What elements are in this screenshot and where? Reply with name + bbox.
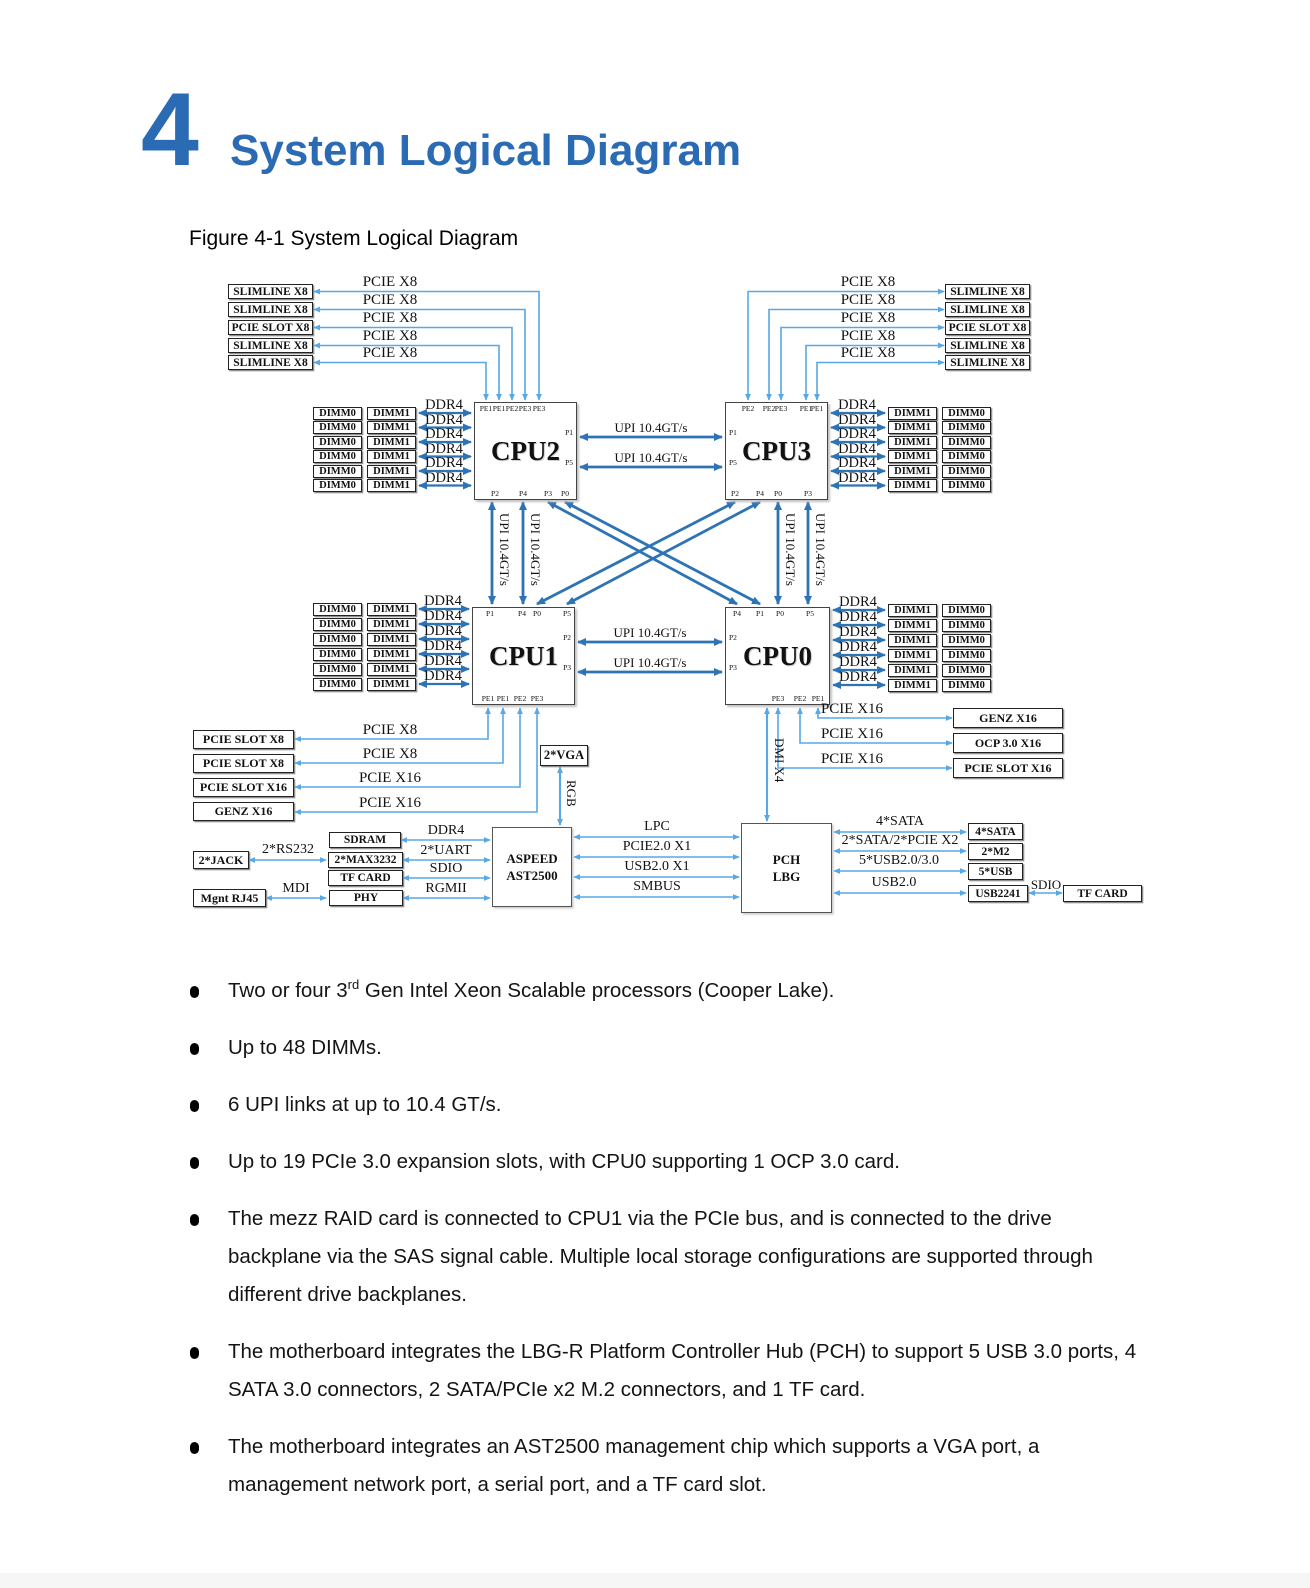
cpu-pin-label: P1	[756, 609, 764, 618]
cpu-name: CPU3	[742, 435, 811, 466]
ddr4-bus-label: DDR4	[425, 455, 463, 471]
dimm0-box: DIMM0	[942, 450, 991, 463]
dimm0-box: DIMM0	[942, 407, 991, 420]
bus-label: 5*USB2.0/3.0	[858, 853, 940, 868]
dimm1-box: DIMM1	[367, 450, 416, 463]
slot-box: SLIMLINE X8	[945, 302, 1030, 317]
ddr4-bus-label: DDR4	[424, 593, 462, 609]
dimm1-box: DIMM1	[888, 604, 937, 617]
dimm1-box: DIMM1	[888, 649, 937, 662]
upi-label: UPI 10.4GT/s	[497, 513, 512, 586]
upi-label: UPI 10.4GT/s	[613, 625, 687, 640]
bus-label: PCIE X8	[362, 722, 418, 738]
slot-box: SLIMLINE X8	[228, 338, 313, 353]
max3232-box: 2*MAX3232	[328, 852, 403, 868]
bullet-text: Two or four 3rd Gen Intel Xeon Scalable processors (Cooper Lake).	[228, 977, 835, 1002]
cpu-pin-label: PE2	[513, 694, 527, 703]
list-item	[190, 1086, 1138, 1124]
cpu-pin-label: PE1	[799, 404, 813, 413]
ddr4-bus-label: DDR4	[424, 608, 462, 624]
pch-name-line2: LBG	[772, 869, 801, 884]
figure-caption: Figure 4-1 System Logical Diagram	[189, 227, 519, 250]
cpu-pin-label: P4	[518, 609, 526, 618]
cpu2-block	[474, 402, 577, 500]
cpu-pin-label: P1	[565, 428, 573, 437]
dimm0-box: DIMM0	[313, 436, 362, 449]
upi-label: UPI 10.4GT/s	[614, 450, 688, 465]
cpu-name: CPU2	[491, 435, 560, 466]
bus-label: PCIE X8	[362, 292, 418, 308]
bus-label: PCIE X8	[362, 746, 418, 762]
slot-box: GENZ X16	[193, 802, 294, 821]
bullet-icon	[190, 1043, 199, 1055]
bus-label: DDR4	[427, 823, 465, 838]
ddr4-bus-label: DDR4	[838, 469, 876, 486]
dimm0-box: DIMM0	[313, 465, 362, 478]
slot-box: PCIE SLOT X16	[953, 758, 1063, 778]
cpu-pin-label: P2	[729, 633, 737, 642]
bus-label: PCIE X8	[840, 292, 896, 308]
cpu3-block	[725, 402, 828, 500]
bullet-icon	[190, 1442, 199, 1454]
dimm0-box: DIMM0	[942, 679, 991, 692]
dimm0-box: DIMM0	[313, 479, 362, 492]
bullet-icon	[190, 1157, 199, 1169]
bus-label: 2*UART	[420, 843, 472, 858]
sdram-box: SDRAM	[329, 832, 401, 848]
bullet-text: 6 UPI links at up to 10.4 GT/s.	[228, 1093, 502, 1116]
vga-box: 2*VGA	[540, 745, 588, 766]
list-item	[190, 1143, 1138, 1181]
slot-box: SLIMLINE X8	[945, 284, 1030, 299]
slot-box: PCIE SLOT X8	[228, 320, 313, 335]
cpu-pin-label: P4	[519, 489, 527, 498]
cpu-pin-label: P5	[563, 609, 571, 618]
dimm0-box: DIMM0	[942, 649, 991, 662]
bus-label: LPC	[644, 819, 670, 834]
bmc-name-line2: AST2500	[506, 868, 558, 883]
dimm1-box: DIMM1	[367, 663, 416, 676]
tf-card-box: TF CARD	[1063, 885, 1142, 902]
cpu-pin-label: P5	[729, 458, 737, 467]
bus-label: PCIE X8	[362, 310, 418, 326]
cpu-pin-label: P4	[733, 609, 741, 618]
dimm1-box: DIMM1	[367, 678, 416, 691]
ddr4-bus-label: DDR4	[425, 469, 463, 486]
bus-label: USB2.0 X1	[624, 859, 690, 874]
dimm1-box: DIMM1	[367, 603, 416, 616]
dimm1-box: DIMM1	[367, 618, 416, 631]
dimm1-box: DIMM1	[367, 479, 416, 492]
slot-box: SLIMLINE X8	[945, 338, 1030, 353]
bus-label: PCIE2.0 X1	[622, 839, 692, 854]
dimm0-box: DIMM0	[942, 664, 991, 677]
cpu-pin-label: P1	[486, 609, 494, 618]
cpu-pin-label: P3	[544, 489, 552, 498]
dimm0-box: DIMM0	[313, 633, 362, 646]
bus-label: SMBUS	[633, 879, 681, 894]
ddr4-bus-label: DDR4	[839, 594, 877, 610]
ddr4-bus-label: DDR4	[839, 654, 877, 670]
bullet-icon	[190, 1347, 199, 1359]
ddr4-bus-label: DDR4	[838, 426, 876, 442]
bullet-icon	[190, 986, 199, 998]
cpu-pin-label: P4	[756, 489, 764, 498]
usb2241-box: USB2241	[968, 885, 1028, 902]
mgnt-rj45-box: Mgnt RJ45	[193, 889, 266, 907]
upi-label: UPI 10.4GT/s	[614, 420, 688, 435]
slot-box: PCIE SLOT X16	[193, 778, 294, 797]
phy-box: PHY	[329, 890, 403, 906]
cpu-pin-label: P3	[729, 663, 737, 672]
ddr4-bus-label: DDR4	[425, 397, 463, 413]
bullet-text: The motherboard integrates the LBG-R Platform Controller Hub (PCH) to support 5 USB 3.0 ports, 4 SATA 3.0 connectors, 2 SATA/PCIe x2 M.2 connectors, and 1 TF card.	[228, 1340, 1137, 1401]
ddr4-bus-label: DDR4	[839, 639, 877, 655]
cpu-pin-label: PE3	[532, 404, 546, 413]
cpu-pin-label: PE2	[741, 404, 755, 413]
dimm0-box: DIMM0	[313, 663, 362, 676]
list-item	[190, 1428, 1138, 1504]
slot-box: GENZ X16	[953, 708, 1063, 728]
slot-box: OCP 3.0 X16	[953, 733, 1063, 753]
dimm1-box: DIMM1	[367, 465, 416, 478]
cpu-pin-label: PE2	[505, 404, 519, 413]
dimm0-box: DIMM0	[942, 479, 991, 492]
dimm1-box: DIMM1	[888, 679, 937, 692]
cpu-pin-label: P3	[804, 489, 812, 498]
system-logical-diagram	[0, 270, 1310, 930]
dimm0-box: DIMM0	[942, 436, 991, 449]
dimm1-box: DIMM1	[888, 465, 937, 478]
cpu-pin-label: PE1	[492, 404, 506, 413]
bus-label: PCIE X16	[358, 795, 422, 811]
slot-box: SLIMLINE X8	[945, 355, 1030, 370]
bullet-icon	[190, 1214, 199, 1226]
sdio-bus-label: SDIO	[1030, 877, 1062, 892]
ddr4-bus-label: DDR4	[424, 668, 462, 684]
cpu-pin-label: P1	[729, 428, 737, 437]
cpu-pin-label: P5	[806, 609, 814, 618]
sata-box: 4*SATA	[968, 823, 1023, 840]
dimm1-box: DIMM1	[888, 436, 937, 449]
dimm0-box: DIMM0	[942, 634, 991, 647]
ddr4-bus-label: DDR4	[838, 411, 876, 428]
dimm0-box: DIMM0	[942, 604, 991, 617]
dimm1-box: DIMM1	[367, 648, 416, 661]
upi-label: UPI 10.4GT/s	[613, 655, 687, 670]
list-item	[190, 1200, 1138, 1314]
ddr4-bus-label: DDR4	[424, 623, 462, 639]
dimm0-box: DIMM0	[942, 421, 991, 434]
bus-label: 2*SATA/2*PCIE X2	[841, 833, 959, 848]
bus-label: PCIE X16	[820, 701, 884, 717]
dimm1-box: DIMM1	[367, 633, 416, 646]
bullet-text: The mezz RAID card is connected to CPU1 via the PCIe bus, and is connected to the drive backplane via the SAS signal cable. Multiple local storage configurations are supported through different drive backplanes.	[228, 1207, 1093, 1306]
upi-label: UPI 10.4GT/s	[783, 513, 798, 586]
dimm1-box: DIMM1	[888, 664, 937, 677]
bus-label: PCIE X8	[840, 310, 896, 326]
bmc-name-line1: ASPEED	[506, 851, 558, 866]
cpu-pin-label: PE3	[518, 404, 532, 413]
bus-label: 2*RS232	[261, 842, 315, 857]
dimm0-box: DIMM0	[313, 450, 362, 463]
bus-label: RGMII	[425, 881, 467, 896]
aspeed-bmc-chip	[492, 827, 572, 907]
superscript: rd	[347, 977, 360, 993]
ddr4-bus-label: DDR4	[425, 440, 463, 457]
list-item	[190, 1029, 1138, 1067]
slot-box: SLIMLINE X8	[228, 355, 313, 370]
dimm0-box: DIMM0	[313, 603, 362, 616]
cpu-pin-label: PE3	[774, 404, 788, 413]
ddr4-bus-label: DDR4	[838, 455, 876, 471]
bus-label: PCIE X8	[362, 345, 418, 361]
upi-label: UPI 10.4GT/s	[528, 513, 543, 586]
ddr4-bus-label: DDR4	[838, 397, 876, 413]
slot-box: PCIE SLOT X8	[193, 754, 294, 773]
ddr4-bus-label: DDR4	[424, 638, 462, 654]
cpu-pin-label: P3	[563, 663, 571, 672]
bus-label: PCIE X8	[840, 274, 896, 290]
ddr4-bus-label: DDR4	[839, 609, 877, 625]
cpu-pin-label: PE1	[810, 404, 824, 413]
cpu-pin-label: P2	[491, 489, 499, 498]
cpu-pin-label: PE1	[479, 404, 493, 413]
bus-label: PCIE X16	[820, 726, 884, 742]
bus-label: MDI	[282, 881, 310, 896]
dmi-label: DMI X4	[772, 738, 787, 783]
cpu-pin-label: PE2	[762, 404, 776, 413]
page-footer-strip	[0, 1573, 1310, 1588]
dimm1-box: DIMM1	[888, 407, 937, 420]
jack-box: 2*JACK	[193, 851, 249, 869]
dimm0-box: DIMM0	[313, 678, 362, 691]
ddr4-bus-label: DDR4	[838, 440, 876, 457]
bullet-icon	[190, 1100, 199, 1112]
tf-card-box: TF CARD	[328, 870, 403, 886]
bus-label: SDIO	[429, 861, 463, 876]
cpu-pin-label: PE1	[481, 694, 495, 703]
bullet-text: The motherboard integrates an AST2500 management chip which supports a VGA port, a management network port, a serial port, and a TF card slot.	[228, 1435, 1040, 1496]
ddr4-bus-label: DDR4	[425, 411, 463, 428]
dimm1-box: DIMM1	[888, 634, 937, 647]
bus-label: PCIE X16	[358, 770, 422, 786]
dimm1-box: DIMM1	[888, 479, 937, 492]
dimm1-box: DIMM1	[888, 619, 937, 632]
dimm0-box: DIMM0	[313, 648, 362, 661]
bullet-text: Up to 48 DIMMs.	[228, 1036, 382, 1059]
bullet-text: Up to 19 PCIe 3.0 expansion slots, with CPU0 supporting 1 OCP 3.0 card.	[228, 1150, 900, 1173]
bus-label: PCIE X8	[362, 274, 418, 290]
bus-label: 4*SATA	[876, 814, 924, 829]
pch-chip	[741, 823, 832, 913]
dimm0-box: DIMM0	[313, 407, 362, 420]
cpu-pin-label: PE1	[496, 694, 510, 703]
dimm1-box: DIMM1	[888, 421, 937, 434]
dimm0-box: DIMM0	[313, 618, 362, 631]
m2-box: 2*M2	[968, 843, 1023, 860]
cpu-pin-label: PE3	[771, 694, 785, 703]
cpu-pin-label: PE2	[793, 694, 807, 703]
dimm0-box: DIMM0	[942, 619, 991, 632]
dimm1-box: DIMM1	[367, 421, 416, 434]
cpu-pin-label: P2	[731, 489, 739, 498]
slot-box: SLIMLINE X8	[228, 284, 313, 299]
ddr4-bus-label: DDR4	[839, 624, 877, 640]
bus-label: USB2.0	[871, 875, 917, 890]
bus-label: PCIE X8	[362, 328, 418, 344]
bus-label: PCIE X8	[840, 328, 896, 344]
dimm1-box: DIMM1	[888, 450, 937, 463]
cpu-pin-label: PE1	[811, 694, 825, 703]
page-title: System Logical Diagram	[230, 126, 742, 175]
bus-label: PCIE X8	[840, 345, 896, 361]
slot-box: SLIMLINE X8	[228, 302, 313, 317]
pch-name-line1: PCH	[772, 852, 801, 867]
cpu-pin-label: P0	[533, 609, 541, 618]
ddr4-bus-label: DDR4	[839, 669, 877, 685]
dimm1-box: DIMM1	[367, 436, 416, 449]
chapter-number: 4	[141, 72, 199, 188]
slot-box: PCIE SLOT X8	[945, 320, 1030, 335]
cpu-name: CPU0	[743, 640, 812, 671]
cpu-pin-label: P0	[561, 489, 569, 498]
feature-bullet-list	[190, 972, 1138, 1523]
ddr4-bus-label: DDR4	[424, 653, 462, 669]
cpu1-block	[472, 607, 575, 705]
rgb-label: RGB	[564, 780, 579, 807]
cpu-pin-label: P5	[565, 458, 573, 467]
cpu-pin-label: PE3	[530, 694, 544, 703]
dimm0-box: DIMM0	[313, 421, 362, 434]
ddr4-bus-label: DDR4	[425, 426, 463, 442]
cpu-pin-label: P2	[563, 633, 571, 642]
bus-label: PCIE X16	[820, 751, 884, 767]
dimm1-box: DIMM1	[367, 407, 416, 420]
usb-box: 5*USB	[968, 863, 1023, 880]
list-item	[190, 1333, 1138, 1409]
upi-label: UPI 10.4GT/s	[813, 513, 828, 586]
dimm0-box: DIMM0	[942, 465, 991, 478]
cpu-pin-label: P0	[776, 609, 784, 618]
cpu0-block	[725, 607, 830, 705]
list-item	[190, 972, 1138, 1010]
slot-box: PCIE SLOT X8	[193, 730, 294, 749]
cpu-pin-label: P0	[774, 489, 782, 498]
cpu-name: CPU1	[489, 640, 558, 671]
